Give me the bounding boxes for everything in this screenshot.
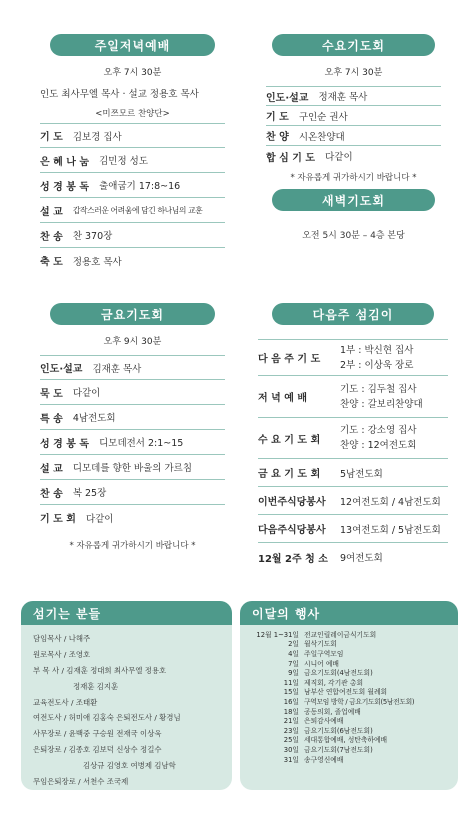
event-date: 21일 [283, 717, 299, 726]
row-line: 9여전도회 [340, 553, 383, 564]
row-label: 설 교 [40, 463, 63, 475]
event-text: 송구영신예배 [304, 755, 344, 764]
row-line: 기도 : 김두철 집사 [340, 383, 417, 395]
wednesday-row [266, 86, 441, 106]
row-label: 이번주식당봉사 [258, 497, 326, 508]
row-label: 기 도 [266, 112, 289, 123]
sunday-row [40, 123, 225, 148]
event-text: 남부산 연합여전도회 월례회 [304, 688, 388, 697]
row-value: 시온찬양대 [298, 131, 345, 143]
row-label: 성 경 봉 독 [40, 438, 90, 450]
event-text: 제직회, 각기관 총회 [304, 678, 364, 687]
servant-line: 원로목사 / 조영호 [33, 650, 91, 660]
event-item [240, 706, 450, 716]
servant-line: 부 목 사 / 김재훈 정대희 최사무엘 정용호 [33, 665, 167, 675]
servant-line: 무임은퇴장로 / 서천수 조국제 [33, 776, 129, 786]
row-label: 다 음 주 기 도 [258, 354, 321, 365]
row-value: 다같이 [85, 513, 114, 525]
wednesday-row [266, 146, 441, 166]
servant-line: 사무장로 / 윤백중 구승원 전재국 이상욱 [33, 729, 162, 739]
event-date: 12월 1~31일 [256, 630, 299, 639]
event-item [240, 667, 450, 677]
event-text: 구역모임 방학 / 금요기도회(5남전도회) [304, 697, 415, 706]
sunday-row [40, 223, 225, 248]
friday-time: 오후 9시 30분 [103, 337, 162, 347]
row-value: 갑작스러운 어려움에 담긴 하나님의 교훈 [72, 205, 203, 215]
row-label: 합 심 기 도 [266, 152, 316, 164]
row-value: 출애굽기 17:8~16 [99, 181, 181, 192]
servants-title: 섬기는 분들 [21, 601, 232, 625]
event-text: 금요기도회(6남전도회) [304, 726, 373, 735]
event-text: 세대통합예배, 성탄축하예배 [304, 736, 388, 745]
wednesday-note: * 자유롭게 귀가하시기 바랍니다 * [290, 173, 417, 183]
sunday-row [40, 173, 225, 198]
event-item [240, 735, 450, 745]
row-value: 4남전도회 [72, 413, 116, 424]
row-label: 다음주식당봉사 [258, 525, 326, 536]
friday-row [40, 505, 225, 530]
row-value: 김재훈 목사 [92, 363, 142, 375]
row-line: 5남전도회 [340, 468, 383, 480]
row-label: 저 녁 예 배 [258, 393, 308, 404]
row-line: 1부 : 박신현 집사 [340, 344, 414, 356]
row-label: 성 경 봉 독 [40, 181, 90, 193]
event-text: 금요기도회(4남전도회) [304, 669, 373, 678]
event-item [240, 677, 450, 687]
event-text: 전교인릴레이금식기도회 [304, 630, 377, 639]
row-value: 복 25장 [72, 488, 107, 499]
wednesday-row [266, 126, 441, 146]
row-values [340, 423, 417, 453]
event-date: 30일 [283, 745, 299, 754]
event-date: 11일 [283, 678, 299, 687]
event-item [240, 696, 450, 706]
event-item [240, 687, 450, 697]
wednesday-section [266, 34, 441, 183]
row-values [340, 343, 413, 373]
row-value: 김보경 집사 [72, 131, 122, 143]
servant-line: 은퇴장로 / 김종호 김보덕 신상수 정길수 [33, 744, 162, 754]
event-text: 공동의회, 졸업예배 [304, 707, 361, 716]
dawn-text: 오전 5시 30분 – 4층 본당 [302, 231, 405, 241]
next-week-row [258, 418, 448, 459]
next-week-row [258, 487, 448, 515]
next-week-row [258, 543, 448, 571]
friday-row [40, 355, 225, 380]
friday-rows [40, 355, 225, 530]
row-value: 다같이 [72, 388, 101, 399]
event-text: 은퇴감사예배 [304, 717, 344, 726]
servant-line: 여전도사 / 허미애 김홍숙 은퇴전도사 / 황경님 [33, 713, 181, 723]
row-value: 김민정 성도 [99, 156, 148, 167]
event-item [240, 754, 450, 764]
wednesday-row [266, 106, 441, 126]
event-date: 15일 [283, 688, 299, 697]
next-week-row [258, 339, 448, 376]
next-week-section [258, 303, 448, 571]
dawn-section [266, 189, 441, 241]
event-item [240, 725, 450, 735]
event-item [240, 658, 450, 668]
wednesday-title: 수요기도회 [272, 34, 435, 56]
event-item [240, 648, 450, 658]
row-values [340, 382, 423, 412]
event-date: 2일 [288, 640, 299, 649]
row-line: 12여전도회 / 4남전도회 [340, 496, 441, 508]
event-date: 25일 [283, 736, 299, 745]
next-week-row [258, 459, 448, 487]
next-week-row [258, 376, 448, 418]
friday-row [40, 455, 225, 480]
sunday-row [40, 198, 225, 223]
friday-title: 금요기도회 [50, 303, 215, 325]
wednesday-time: 오후 7시 30분 [324, 68, 383, 78]
servants-list [21, 625, 232, 795]
row-line: 2부 : 이상욱 장로 [340, 359, 414, 371]
row-line: 찬양 : 갈보리찬양대 [340, 398, 423, 410]
event-item [240, 639, 450, 649]
friday-row [40, 480, 225, 505]
servant-line: 김상규 김영호 여병제 김남학 [83, 760, 176, 770]
row-label: 인도·설교 [40, 364, 83, 375]
dawn-title: 새벽기도회 [272, 189, 435, 211]
events-title: 이달의 행사 [240, 601, 458, 625]
row-label: 수 요 기 도 회 [258, 434, 321, 446]
sunday-rows [40, 123, 225, 273]
event-item [240, 629, 450, 639]
row-label: 설 교 [40, 206, 63, 218]
event-text: 주일구역모임 [304, 649, 344, 658]
row-value: 구인순 권사 [298, 111, 348, 123]
row-value: 디모데전서 2:1~15 [99, 438, 184, 449]
event-text: 금요기도회(7남전도회) [304, 745, 373, 754]
friday-row [40, 405, 225, 430]
events-list [240, 625, 458, 763]
friday-row [40, 430, 225, 455]
row-value: 찬 370장 [72, 231, 113, 242]
servant-line: 교육전도사 / 조태환 [33, 697, 98, 707]
event-item [240, 715, 450, 725]
friday-section [40, 303, 225, 551]
row-label: 특 송 [40, 413, 63, 425]
event-text: 시니어 예배 [304, 659, 339, 668]
row-label: 은 혜 나 눔 [40, 156, 90, 168]
row-line: 13여전도회 / 5남전도회 [340, 524, 441, 536]
sunday-time: 오후 7시 30분 [103, 68, 162, 78]
events-panel [240, 601, 458, 790]
next-week-title: 다음주 섬김이 [272, 303, 434, 325]
sunday-row [40, 148, 225, 173]
row-label: 인도·설교 [266, 92, 309, 104]
event-date: 9일 [288, 669, 299, 678]
row-value: 정용호 목사 [72, 256, 122, 268]
sunday-sub-title: <미쯔모르 찬양단> [95, 109, 170, 119]
event-date: 18일 [283, 707, 299, 716]
row-value: 다같이 [325, 152, 353, 163]
event-date: 4일 [288, 649, 299, 658]
row-label: 축 도 [40, 257, 63, 268]
next-week-rows [258, 339, 448, 571]
event-date: 16일 [283, 697, 299, 706]
row-label: 찬 송 [40, 488, 63, 500]
sunday-row [40, 248, 225, 273]
row-line: 기도 : 강소영 집사 [340, 425, 417, 436]
row-label: 12월 2주 청 소 [258, 553, 328, 565]
servants-panel [21, 601, 232, 790]
event-date: 7일 [288, 659, 299, 668]
row-value: 정재훈 목사 [318, 92, 368, 103]
event-date: 23일 [283, 726, 299, 735]
sunday-title: 주일저녁예배 [50, 34, 215, 56]
event-date: 31일 [283, 755, 299, 764]
row-label: 찬 양 [266, 132, 289, 143]
row-label: 금 요 기 도 회 [258, 469, 321, 480]
row-value: 디모데를 향한 바울의 가르침 [72, 463, 192, 474]
wednesday-rows [266, 86, 441, 166]
friday-note: * 자유롭게 귀가하시기 바랍니다 * [69, 541, 196, 551]
row-label: 기 도 회 [40, 514, 76, 525]
servant-line: 담임목사 / 나해주 [33, 634, 91, 644]
sunday-leader: 인도 최사무엘 목사 · 설교 정용호 목사 [40, 89, 199, 100]
row-label: 기 도 [40, 132, 63, 143]
sunday-section [40, 34, 225, 273]
row-label: 묵 도 [40, 388, 63, 400]
event-text: 월삭기도회 [304, 640, 337, 649]
row-line: 찬양 : 12여전도회 [340, 440, 417, 451]
friday-row [40, 380, 225, 405]
row-label: 찬 송 [40, 231, 63, 243]
event-item [240, 744, 450, 754]
next-week-row [258, 515, 448, 543]
servant-line: 정재훈 김지훈 [73, 681, 119, 691]
